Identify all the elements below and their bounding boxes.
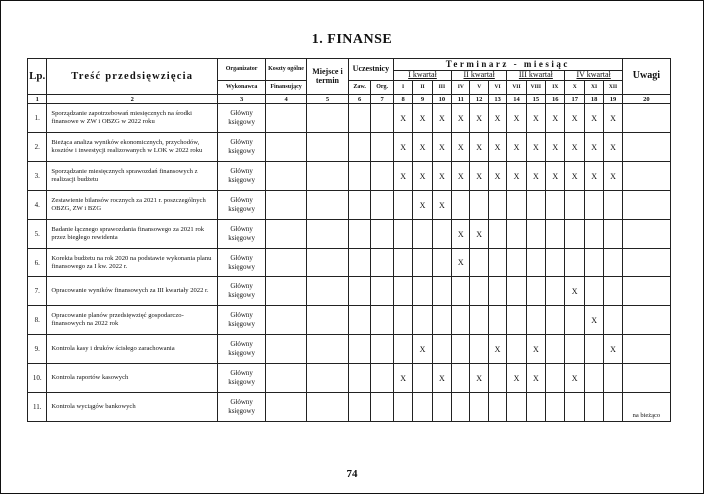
month-mark: X <box>432 104 451 133</box>
row-org <box>371 306 393 335</box>
month-mark <box>546 306 565 335</box>
month-mark <box>604 393 622 422</box>
month-header: III <box>432 81 451 95</box>
header-organizator: Organizator <box>218 59 266 81</box>
row-miejsce <box>307 306 349 335</box>
month-mark <box>413 393 432 422</box>
month-mark: X <box>393 133 412 162</box>
row-koszty <box>266 249 307 277</box>
month-header: VII <box>507 81 526 95</box>
row-koszty <box>266 191 307 220</box>
month-mark: X <box>546 133 565 162</box>
month-mark <box>470 249 488 277</box>
month-mark <box>565 249 584 277</box>
month-mark <box>507 220 526 249</box>
row-zaw <box>348 133 370 162</box>
header-wykonawca: Wykonawca <box>218 81 266 95</box>
row-miejsce <box>307 393 349 422</box>
month-mark: X <box>452 249 470 277</box>
month-header: XI <box>584 81 603 95</box>
month-mark: X <box>470 133 488 162</box>
month-mark: X <box>565 364 584 393</box>
column-number: 2 <box>47 95 218 104</box>
month-mark <box>393 335 412 364</box>
month-mark <box>526 306 545 335</box>
row-number: 2. <box>28 133 47 162</box>
row-zaw <box>348 191 370 220</box>
month-mark: X <box>526 104 545 133</box>
month-mark: X <box>488 104 506 133</box>
month-mark <box>546 249 565 277</box>
month-mark: X <box>488 335 506 364</box>
month-mark <box>413 220 432 249</box>
month-mark: X <box>604 335 622 364</box>
month-mark <box>452 306 470 335</box>
month-mark: X <box>507 364 526 393</box>
row-koszty <box>266 306 307 335</box>
row-organizer: Główny księgowy <box>218 104 266 133</box>
month-mark <box>488 277 506 306</box>
month-mark <box>546 277 565 306</box>
month-mark: X <box>413 104 432 133</box>
month-mark <box>546 335 565 364</box>
row-number: 9. <box>28 335 47 364</box>
table-row <box>28 249 671 277</box>
table-row <box>28 277 671 306</box>
month-mark <box>470 335 488 364</box>
month-mark: X <box>526 162 545 191</box>
month-mark: X <box>507 162 526 191</box>
row-koszty <box>266 335 307 364</box>
column-number: 14 <box>507 95 526 104</box>
table-row <box>28 335 671 364</box>
month-mark <box>452 191 470 220</box>
row-description: Zestawienie bilansów rocznych za 2021 r. poszczególnych OBZG, ZW i BZG <box>47 191 218 220</box>
month-header: V <box>470 81 488 95</box>
month-mark <box>526 220 545 249</box>
month-mark: X <box>432 133 451 162</box>
header-miejsce: Miejsce i termin <box>307 59 349 95</box>
month-mark <box>526 277 545 306</box>
month-mark: X <box>413 162 432 191</box>
month-mark: X <box>584 133 603 162</box>
row-organizer: Główny księgowy <box>218 249 266 277</box>
month-mark <box>452 364 470 393</box>
month-mark <box>393 191 412 220</box>
row-organizer: Główny księgowy <box>218 133 266 162</box>
month-mark: X <box>526 133 545 162</box>
table-row <box>28 393 671 422</box>
row-number: 8. <box>28 306 47 335</box>
row-number: 11. <box>28 393 47 422</box>
month-mark <box>413 306 432 335</box>
row-description: Kontrola kasy i druków ścisłego zarachowania <box>47 335 218 364</box>
row-zaw <box>348 306 370 335</box>
month-mark <box>526 393 545 422</box>
column-number: 5 <box>307 95 349 104</box>
row-description: Kontrola raportów kasowych <box>47 364 218 393</box>
row-uwagi <box>622 104 670 133</box>
table-row <box>28 364 671 393</box>
month-mark: X <box>526 335 545 364</box>
row-uwagi <box>622 335 670 364</box>
column-number: 20 <box>622 95 670 104</box>
row-organizer: Główny księgowy <box>218 191 266 220</box>
month-mark <box>393 277 412 306</box>
month-mark: X <box>413 335 432 364</box>
month-mark <box>584 249 603 277</box>
row-koszty <box>266 133 307 162</box>
row-uwagi <box>622 162 670 191</box>
month-mark: X <box>452 133 470 162</box>
column-number: 7 <box>371 95 393 104</box>
column-number: 19 <box>604 95 622 104</box>
month-mark: X <box>507 133 526 162</box>
month-mark <box>526 249 545 277</box>
row-miejsce <box>307 364 349 393</box>
month-mark: X <box>413 133 432 162</box>
month-mark <box>565 220 584 249</box>
month-mark <box>507 277 526 306</box>
month-mark <box>565 306 584 335</box>
month-mark <box>432 335 451 364</box>
month-mark <box>452 393 470 422</box>
month-mark: X <box>470 364 488 393</box>
month-mark: X <box>604 104 622 133</box>
month-mark <box>413 277 432 306</box>
month-mark <box>507 249 526 277</box>
row-miejsce <box>307 162 349 191</box>
row-miejsce <box>307 191 349 220</box>
row-number: 4. <box>28 191 47 220</box>
month-mark: X <box>432 364 451 393</box>
month-mark <box>546 393 565 422</box>
header-lp: Lp. <box>28 59 47 95</box>
month-mark <box>526 191 545 220</box>
column-number: 11 <box>452 95 470 104</box>
table-row <box>28 306 671 335</box>
row-uwagi <box>622 191 670 220</box>
row-miejsce <box>307 335 349 364</box>
row-zaw <box>348 364 370 393</box>
column-number: 1 <box>28 95 47 104</box>
row-number: 3. <box>28 162 47 191</box>
row-miejsce <box>307 249 349 277</box>
row-number: 10. <box>28 364 47 393</box>
month-mark <box>488 393 506 422</box>
row-org <box>371 162 393 191</box>
month-mark <box>488 249 506 277</box>
row-zaw <box>348 335 370 364</box>
plan-table <box>27 58 671 422</box>
table-row <box>28 104 671 133</box>
month-mark <box>432 277 451 306</box>
row-koszty <box>266 277 307 306</box>
row-number: 1. <box>28 104 47 133</box>
month-mark <box>584 393 603 422</box>
month-mark <box>393 249 412 277</box>
month-mark <box>584 335 603 364</box>
column-number: 12 <box>470 95 488 104</box>
row-organizer: Główny księgowy <box>218 220 266 249</box>
row-uwagi <box>622 249 670 277</box>
column-number: 10 <box>432 95 451 104</box>
month-mark: X <box>470 104 488 133</box>
month-mark <box>413 364 432 393</box>
row-description: Opracowanie planów przedsięwzięć gospodarczo-finansowych na 2022 rok <box>47 306 218 335</box>
row-org <box>371 277 393 306</box>
month-header: XII <box>604 81 622 95</box>
table-row <box>28 133 671 162</box>
row-uwagi: na bieżąco <box>622 393 670 422</box>
column-number: 13 <box>488 95 506 104</box>
month-mark <box>584 191 603 220</box>
month-mark: X <box>565 162 584 191</box>
month-mark: X <box>546 162 565 191</box>
row-org <box>371 133 393 162</box>
quarter-2: II kwartał <box>452 71 507 81</box>
row-description: Opracowanie wyników finansowych za III kwartały 2022 r. <box>47 277 218 306</box>
row-zaw <box>348 277 370 306</box>
month-mark <box>432 393 451 422</box>
row-organizer: Główny księgowy <box>218 393 266 422</box>
page-title: 1. FINANSE <box>311 32 393 47</box>
month-mark: X <box>452 220 470 249</box>
row-org <box>371 220 393 249</box>
row-zaw <box>348 104 370 133</box>
row-org <box>371 191 393 220</box>
row-miejsce <box>307 277 349 306</box>
month-mark <box>584 364 603 393</box>
row-zaw <box>348 393 370 422</box>
page-number: 74 <box>346 468 358 480</box>
month-mark <box>604 306 622 335</box>
month-mark: X <box>604 162 622 191</box>
quarter-1: I kwartał <box>393 71 451 81</box>
month-mark <box>470 191 488 220</box>
month-mark: X <box>488 162 506 191</box>
month-mark <box>604 249 622 277</box>
row-org <box>371 364 393 393</box>
month-mark <box>488 220 506 249</box>
month-mark <box>604 364 622 393</box>
row-zaw <box>348 162 370 191</box>
header-uczestnicy: Uczestnicy <box>348 59 393 81</box>
month-mark: X <box>470 220 488 249</box>
header-zaw: Zaw. <box>348 81 370 95</box>
table-row <box>28 220 671 249</box>
month-mark <box>470 393 488 422</box>
row-uwagi <box>622 306 670 335</box>
month-mark <box>393 306 412 335</box>
row-description: Kontrola wyciągów bankowych <box>47 393 218 422</box>
row-organizer: Główny księgowy <box>218 162 266 191</box>
header-finansujacy: Finansujący <box>266 81 307 95</box>
month-mark <box>584 277 603 306</box>
row-organizer: Główny księgowy <box>218 277 266 306</box>
table-row <box>28 162 671 191</box>
month-mark: X <box>604 133 622 162</box>
column-number: 8 <box>393 95 412 104</box>
month-mark <box>507 306 526 335</box>
column-number: 9 <box>413 95 432 104</box>
row-organizer: Główny księgowy <box>218 335 266 364</box>
month-header: I <box>393 81 412 95</box>
month-mark <box>546 220 565 249</box>
row-description: Sporządzanie miesięcznych sprawozdań finansowych z realizacji budżetu <box>47 162 218 191</box>
month-mark <box>565 191 584 220</box>
month-mark <box>507 393 526 422</box>
month-mark <box>470 277 488 306</box>
month-mark <box>393 220 412 249</box>
row-uwagi <box>622 277 670 306</box>
month-mark <box>604 191 622 220</box>
month-mark: X <box>452 162 470 191</box>
header-koszty: Koszty ogólne <box>266 59 307 81</box>
row-uwagi <box>622 220 670 249</box>
row-description: Bieżąca analiza wyników ekonomicznych, przychodów, kosztów i inwestycji realizowanych w LOK w 2022 roku <box>47 133 218 162</box>
header-tresc: Treść przedsięwzięcia <box>47 59 218 95</box>
month-mark <box>393 393 412 422</box>
quarter-4: IV kwartał <box>565 71 622 81</box>
month-mark <box>432 306 451 335</box>
month-mark: X <box>565 277 584 306</box>
month-mark: X <box>526 364 545 393</box>
row-koszty <box>266 220 307 249</box>
month-mark: X <box>565 133 584 162</box>
month-mark <box>413 249 432 277</box>
row-organizer: Główny księgowy <box>218 306 266 335</box>
month-mark <box>470 306 488 335</box>
row-zaw <box>348 220 370 249</box>
row-miejsce <box>307 220 349 249</box>
month-mark: X <box>393 364 412 393</box>
month-header: X <box>565 81 584 95</box>
column-number: 16 <box>546 95 565 104</box>
month-mark <box>546 191 565 220</box>
row-org <box>371 104 393 133</box>
month-mark: X <box>432 162 451 191</box>
month-mark: X <box>470 162 488 191</box>
column-number: 18 <box>584 95 603 104</box>
row-miejsce <box>307 104 349 133</box>
month-mark: X <box>507 104 526 133</box>
table-row <box>28 191 671 220</box>
header-uwagi: Uwagi <box>622 59 670 95</box>
month-mark <box>507 335 526 364</box>
header-terminarz: Terminarz - miesiąc <box>393 59 622 71</box>
column-number: 17 <box>565 95 584 104</box>
month-header: IX <box>546 81 565 95</box>
month-mark <box>432 249 451 277</box>
row-description: Badanie łącznego sprawozdania finansowego za 2021 rok przez biegłego rewidenta <box>47 220 218 249</box>
row-description: Korekta budżetu na rok 2020 na podstawie wykonania planu finansowego za I kw. 2022 r. <box>47 249 218 277</box>
row-koszty <box>266 393 307 422</box>
month-mark: X <box>452 104 470 133</box>
row-zaw <box>348 249 370 277</box>
month-mark <box>565 335 584 364</box>
month-mark: X <box>393 104 412 133</box>
month-mark: X <box>565 104 584 133</box>
row-uwagi <box>622 133 670 162</box>
row-description: Sporządzanie zapotrzebowań miesięcznych na środki finansowe w ZW i OBZG w 2022 roku <box>47 104 218 133</box>
month-mark: X <box>584 104 603 133</box>
row-organizer: Główny księgowy <box>218 364 266 393</box>
row-org <box>371 249 393 277</box>
month-mark <box>488 191 506 220</box>
header-org: Org. <box>371 81 393 95</box>
month-header: IV <box>452 81 470 95</box>
month-header: VIII <box>526 81 545 95</box>
month-mark <box>452 277 470 306</box>
month-mark: X <box>546 104 565 133</box>
month-mark <box>507 191 526 220</box>
column-number: 3 <box>218 95 266 104</box>
month-mark <box>604 277 622 306</box>
month-header: VI <box>488 81 506 95</box>
row-org <box>371 335 393 364</box>
month-mark <box>565 393 584 422</box>
row-koszty <box>266 162 307 191</box>
row-number: 7. <box>28 277 47 306</box>
row-koszty <box>266 104 307 133</box>
column-number: 4 <box>266 95 307 104</box>
month-mark <box>584 220 603 249</box>
month-mark <box>546 364 565 393</box>
month-mark <box>604 220 622 249</box>
month-mark: X <box>413 191 432 220</box>
row-koszty <box>266 364 307 393</box>
month-mark <box>452 335 470 364</box>
month-mark: X <box>584 306 603 335</box>
row-org <box>371 393 393 422</box>
month-mark: X <box>584 162 603 191</box>
row-number: 5. <box>28 220 47 249</box>
month-header: II <box>413 81 432 95</box>
quarter-3: III kwartał <box>507 71 565 81</box>
month-mark: X <box>488 133 506 162</box>
month-mark <box>488 306 506 335</box>
row-miejsce <box>307 133 349 162</box>
month-mark <box>488 364 506 393</box>
month-mark: X <box>393 162 412 191</box>
row-number: 6. <box>28 249 47 277</box>
row-uwagi <box>622 364 670 393</box>
column-number: 6 <box>348 95 370 104</box>
column-number: 15 <box>526 95 545 104</box>
month-mark <box>432 220 451 249</box>
month-mark: X <box>432 191 451 220</box>
